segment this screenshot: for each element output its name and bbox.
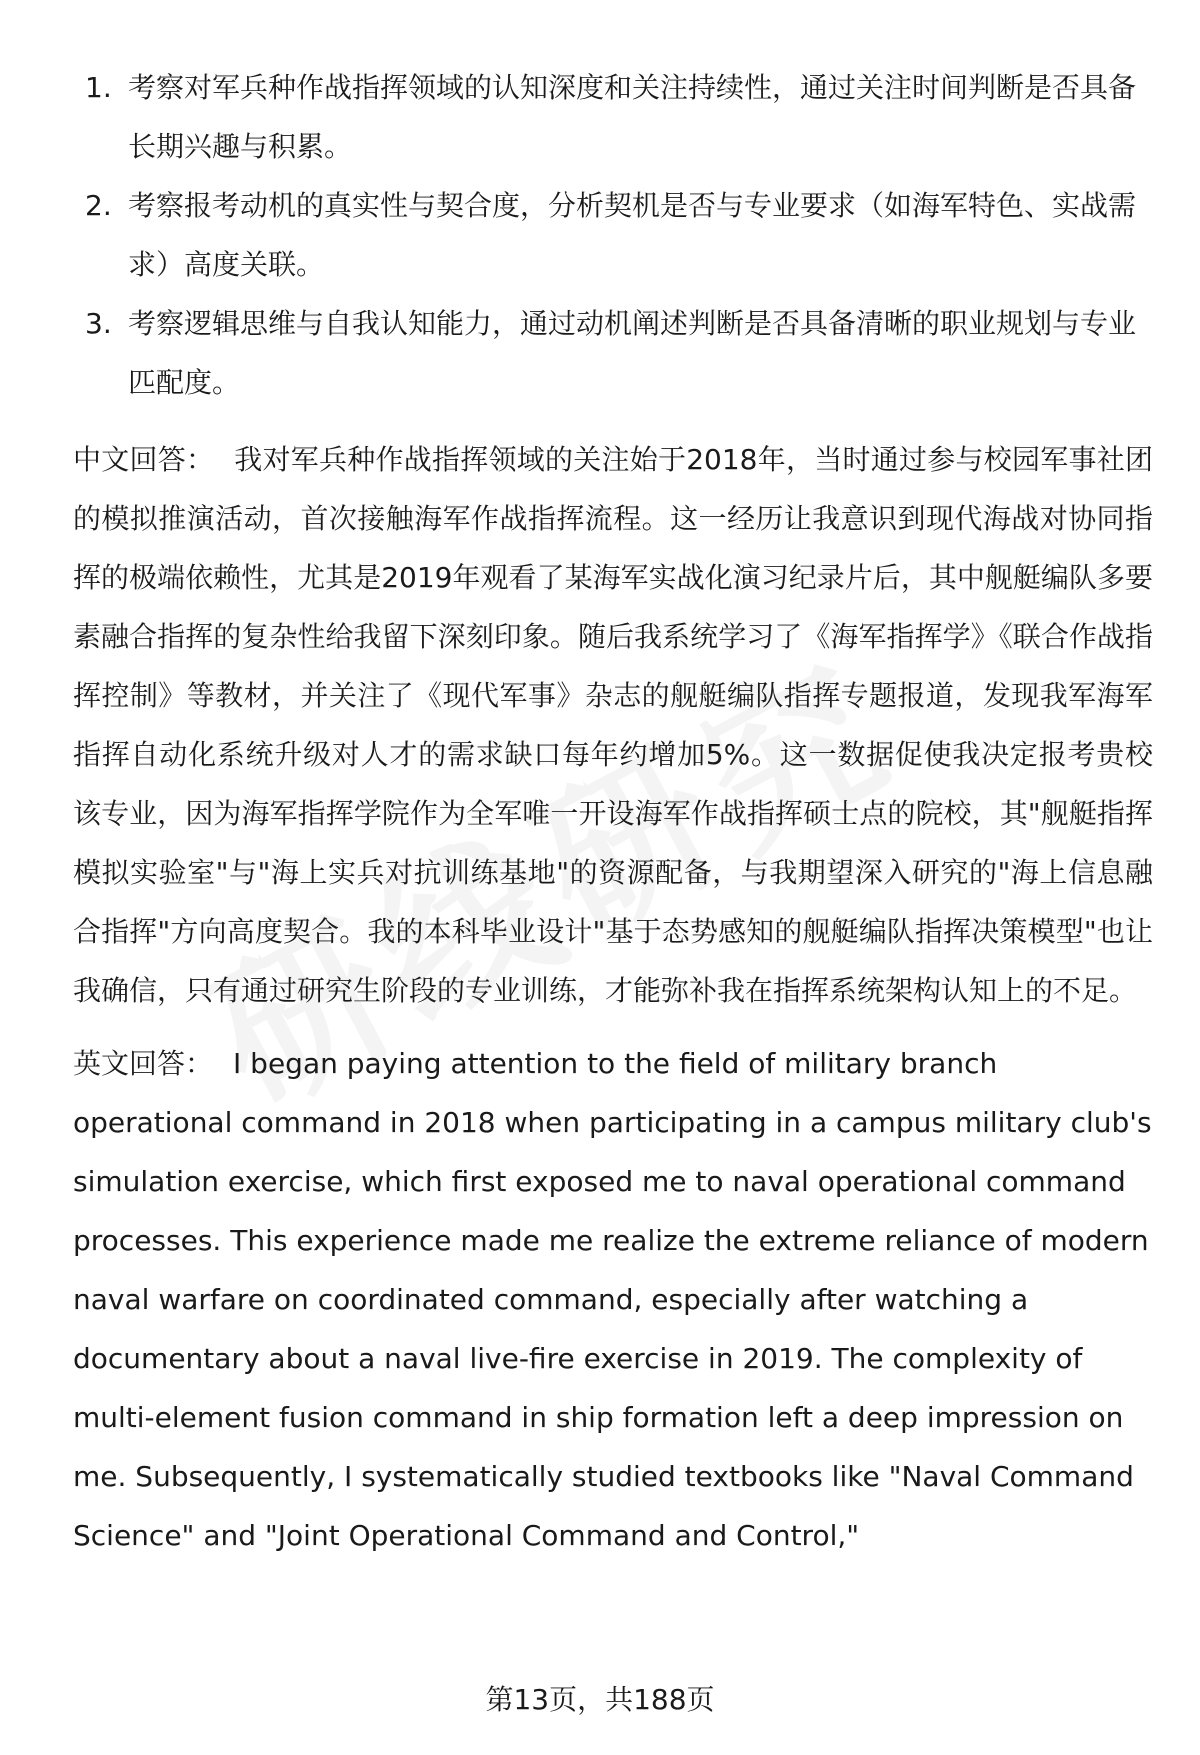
list-number: 2. (85, 189, 112, 222)
list-number: 3. (85, 307, 112, 340)
list-text: 考察报考动机的真实性与契合度，分析契机是否与专业要求（如海军特色、实战需求）高度关联。 (128, 189, 1137, 281)
page-content (73, 58, 1153, 1565)
list-text: 考察逻辑思维与自我认知能力，通过动机阐述判断是否具备清晰的职业规划与专业匹配度。 (128, 307, 1137, 399)
list-item (73, 176, 1153, 294)
evaluation-criteria-list (73, 58, 1153, 412)
list-item (73, 294, 1153, 412)
chinese-answer (73, 430, 1153, 1020)
english-answer-text: I began paying attention to the field of military branch operational command in 2018 when participating in a campus military club's simulation exercise, which first exposed me to naval operational command processes. This experience made me realize the extreme reliance of modern naval warfare on coordinated command, especially after watching a documentary about a naval live-fire exercise in 2019. The complexity of multi-element fusion command in ship formation left a deep impression on me. Subsequently, I systematically studied textbooks like "Naval Command Science" and "Joint Operational Command and Control," (73, 1047, 1152, 1552)
english-answer-label: 英文回答： (73, 1047, 214, 1080)
english-answer (73, 1034, 1153, 1565)
page-number: 第13页，共188页 (485, 1683, 715, 1716)
chinese-answer-label: 中文回答： (73, 443, 215, 476)
list-number: 1. (85, 71, 112, 104)
chinese-answer-text: 我对军兵种作战指挥领域的关注始于2018年，当时通过参与校园军事社团的模拟推演活动，首次接触海军作战指挥流程。这一经历让我意识到现代海战对协同指挥的极端依赖性，尤其是2019年观看了某海军实战化演习纪录片后，其中舰艇编队多要素融合指挥的复杂性给我留下深刻印象。随后我系统学习了《海军指挥学》《联合作战指挥控制》等教材，并关注了《现代军事》杂志的舰艇编队指挥专题报道，发现我军海军指挥自动化系统升级对人才的需求缺口每年约增加5%。这一数据促使我决定报考贵校该专业，因为海军指挥学院作为全军唯一开设海军作战指挥硕士点的院校，其"舰艇指挥模拟实验室"与"海上实兵对抗训练基地"的资源配备，与我期望深入研究的"海上信息融合指挥"方向高度契合。我的本科毕业设计"基于态势感知的舰艇编队指挥决策模型"也让我确信，只有通过研究生阶段的专业训练，才能弥补我在指挥系统架构认知上的不足。 (73, 443, 1153, 1007)
list-text: 考察对军兵种作战指挥领域的认知深度和关注持续性，通过关注时间判断是否具备长期兴趣与积累。 (128, 71, 1137, 163)
list-item (73, 58, 1153, 176)
page-footer (0, 1680, 1200, 1720)
